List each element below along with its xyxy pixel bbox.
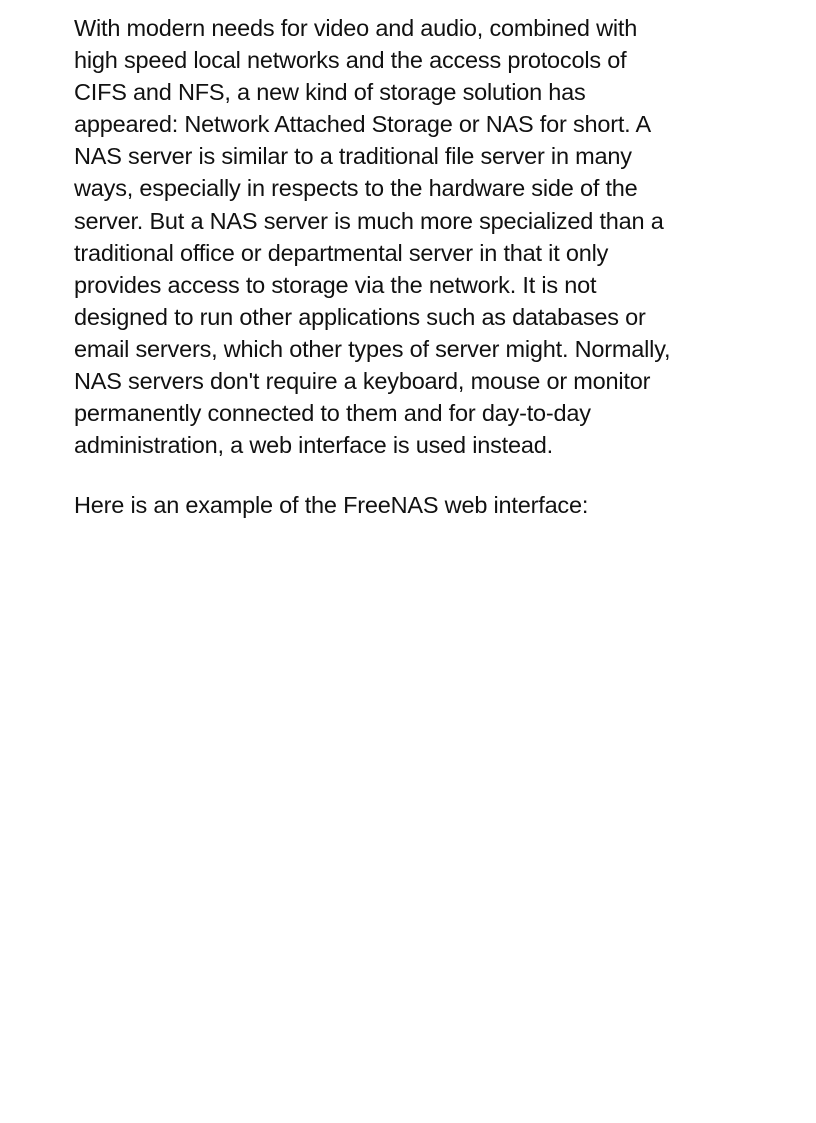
body-paragraph-nas-intro: With modern needs for video and audio, combined with high speed local networks and the access protocols of CIFS and NFS, a new kind of storage solution has appeared: Network Attached Storage or NAS for short. A NAS server is similar to a traditional file server in many ways, especially in respects to the hardware side of the server. But a NAS server is much more specialized than a traditional office or departmental server in that it only provides access to storage via the network. It is not designed to run other applications such as databases or email servers, which other types of server might. Normally, NAS servers don't require a keyboard, mouse or monitor permanently connected to them and for day-to-day administration, a web interface is used instead. — [74, 15, 671, 459]
document-page — [74, 12, 674, 521]
body-paragraph-freenas-example: Here is an example of the FreeNAS web interface: — [74, 492, 589, 519]
